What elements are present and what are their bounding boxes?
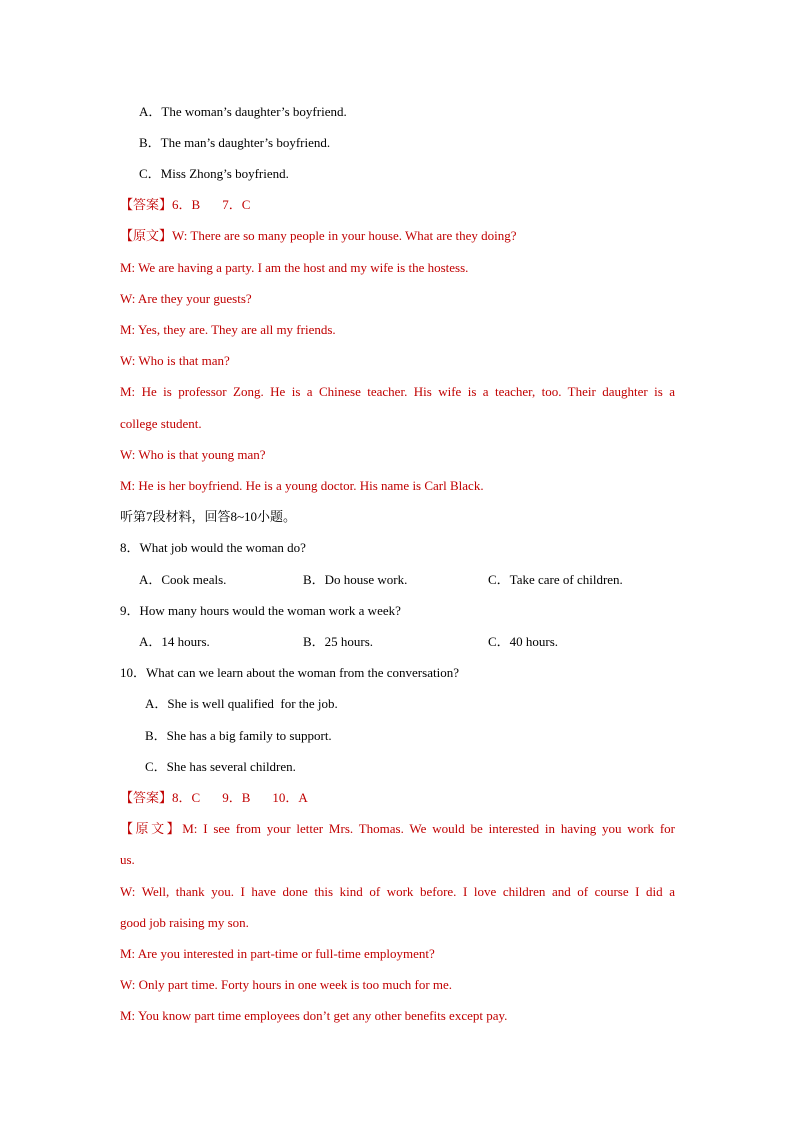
answer-9: 9．B [222, 790, 251, 805]
transcript-2-line-7: M: You know part time employees don’t get any other benefits except pay. [120, 1008, 508, 1023]
q7-option-a: A．The woman’s daughter’s boyfriend. [139, 104, 347, 119]
answer-8: 8．C [172, 790, 201, 805]
q10-option-b: B．She has a big family to support. [145, 728, 332, 743]
transcript-1-line-8: W: Who is that young man? [120, 447, 266, 462]
q8-option-b: B．Do house work. [303, 572, 408, 587]
transcript-2-line-3: W: Well, thank you. I have done this kind of work before. I love children and of course I did a [120, 884, 675, 899]
transcript-label: 【原文】 [120, 821, 183, 836]
transcript-1-line-5: W: Who is that man? [120, 353, 230, 368]
q8-option-a: A．Cook meals. [139, 572, 227, 587]
q10-question: 10．What can we learn about the woman from the conversation? [120, 665, 459, 680]
transcript-1-line-4: M: Yes, they are. They are all my friends. [120, 322, 336, 337]
transcript-2-line-6: W: Only part time. Forty hours in one week is too much for me. [120, 977, 453, 992]
transcript-1-line-6: M: He is professor Zong. He is a Chinese teacher. His wife is a teacher, too. Their daughter is a [120, 384, 675, 399]
q9-option-b: B．25 hours. [303, 634, 374, 649]
answer-label: 【答案】 [120, 197, 173, 212]
q7-option-b: B．The man’s daughter’s boyfriend. [139, 135, 331, 150]
answer-row-8-10 [120, 790, 308, 806]
answer-label: 【答案】 [120, 790, 173, 805]
q9-question: 9．How many hours would the woman work a week? [120, 603, 401, 618]
transcript-1-line-2: M: We are having a party. I am the host and my wife is the hostess. [120, 260, 469, 275]
q10-option-c: C．She has several children. [145, 759, 296, 774]
transcript-1-line-1: 【原文】W: There are so many people in your house. What are they doing? [120, 228, 517, 243]
q7-option-c: C．Miss Zhong’s boyfriend. [139, 166, 289, 181]
q10-option-a: A．She is well qualified for the job. [145, 696, 338, 711]
transcript-label: 【原文】 [120, 228, 173, 243]
q9-option-c: C．40 hours. [488, 634, 559, 649]
q8-question: 8．What job would the woman do? [120, 540, 306, 555]
transcript-1-line-7: college student. [120, 416, 202, 431]
transcript-2-line-2: us. [120, 852, 135, 867]
transcript-1-line-9: M: He is her boyfriend. He is a young doctor. His name is Carl Black. [120, 478, 484, 493]
answer-row-6-7 [120, 197, 250, 213]
section-header: 听第7段材料，回答8~10小题。 [120, 509, 297, 524]
transcript-2-line-4: good job raising my son. [120, 915, 249, 930]
transcript-2-line-1: 【原文】M: I see from your letter Mrs. Thomas. We would be interested in having you work for [120, 821, 675, 836]
transcript-1-line-3: W: Are they your guests? [120, 291, 252, 306]
answer-6: 6．B [172, 197, 201, 212]
answer-7: 7．C [222, 197, 251, 212]
q8-option-c: C．Take care of children. [488, 572, 623, 587]
answer-10: 10．A [272, 790, 308, 805]
q9-option-a: A．14 hours. [139, 634, 210, 649]
transcript-2-line-5: M: Are you interested in part-time or full-time employment? [120, 946, 435, 961]
